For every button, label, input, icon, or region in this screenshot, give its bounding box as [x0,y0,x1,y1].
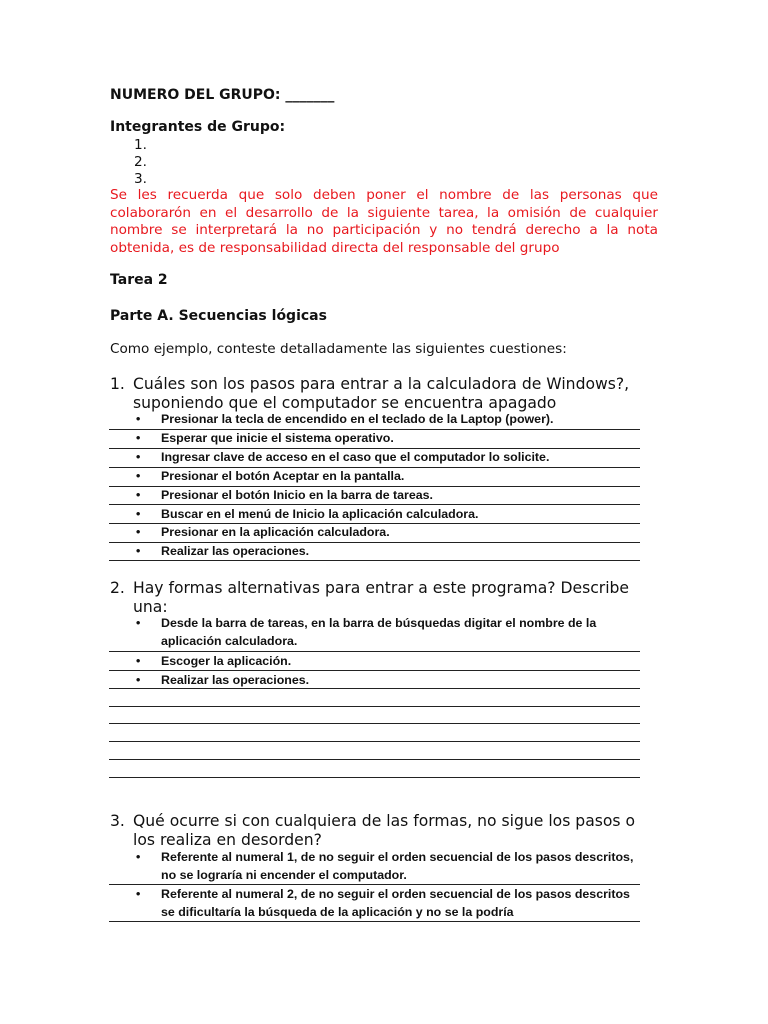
members-heading: Integrantes de Grupo: [110,119,286,135]
list-item: • Ingresar clave de acceso en el caso que el computador lo solicite. [136,450,550,464]
answer-line [109,777,640,778]
answer-line [109,921,640,922]
answer-line [109,706,640,707]
answer-line [109,759,640,760]
list-item: • Referente al numeral 1, de no seguir el orden secuencial de los pasos descritos, no se lograría ni encender el computador. [136,850,634,882]
part-title: Parte A. Secuencias lógicas [110,308,327,324]
bullet-icon: • [136,431,141,445]
bullet-icon: • [136,850,141,864]
bullet-icon: • [136,412,141,426]
member-3: 3. [134,171,147,187]
list-item: • Realizar las operaciones. [136,544,310,558]
answer-line [109,741,640,742]
question-2 [110,579,650,617]
warning-note: Se les recuerda que solo deben poner el nombre de las personas que colaborarón en el desarrollo de la siguiente tarea, la omisión de cualquier nombre se interpretará la no participación y no tendrá derecho a la nota obtenida, es de responsabilidad directa del responsable del grupo [110,187,658,256]
bullet-icon: • [136,616,141,630]
question-1 [110,375,650,413]
answer-line [109,560,640,561]
answer-line [109,723,640,724]
list-item: • Buscar en el menú de Inicio la aplicación calculadora. [136,507,479,521]
bullet-icon: • [136,450,141,464]
list-item: • Presionar el botón Aceptar en la pantalla. [136,469,405,483]
question-text: Hay formas alternativas para entrar a este programa? Describe una: [133,579,630,616]
bullet-icon: • [136,525,141,539]
list-item: • Desde la barra de tareas, en la barra de búsquedas digitar el nombre de la aplicación calculadora. [136,616,597,648]
task-title: Tarea 2 [110,272,168,288]
answer-line [109,688,640,689]
question-text: Cuáles son los pasos para entrar a la calculadora de Windows?, suponiendo que el computador se encuentra apagado [133,375,630,412]
group-number-label: NUMERO DEL GRUPO: _______ [110,87,335,103]
intro-text: Como ejemplo, conteste detalladamente las siguientes cuestiones: [110,341,567,357]
question-number: 3. [110,812,125,830]
list-item: • Referente al numeral 2, de no seguir el orden secuencial de los pasos descritos se dificultaría la búsqueda de la aplicación y no se la podría [136,887,630,919]
question-number: 2. [110,579,125,597]
bullet-icon: • [136,469,141,483]
list-item: • Presionar el botón Inicio en la barra de tareas. [136,488,433,502]
bullet-icon: • [136,544,141,558]
list-item: • Realizar las operaciones. [136,673,310,687]
question-text: Qué ocurre si con cualquiera de las formas, no sigue los pasos o los realiza en desorden? [133,812,636,849]
list-item: • Presionar en la aplicación calculadora. [136,525,390,539]
bullet-icon: • [136,673,141,687]
list-item: • Escoger la aplicación. [136,654,292,668]
bullet-icon: • [136,654,141,668]
list-item: • Presionar la tecla de encendido en el teclado de la Laptop (power). [136,412,554,426]
list-item: • Esperar que inicie el sistema operativo. [136,431,394,445]
bullet-icon: • [136,507,141,521]
question-number: 1. [110,375,125,393]
bullet-icon: • [136,488,141,502]
question-3 [110,812,650,850]
bullet-icon: • [136,887,141,901]
member-1: 1. [134,137,147,153]
member-2: 2. [134,154,147,170]
